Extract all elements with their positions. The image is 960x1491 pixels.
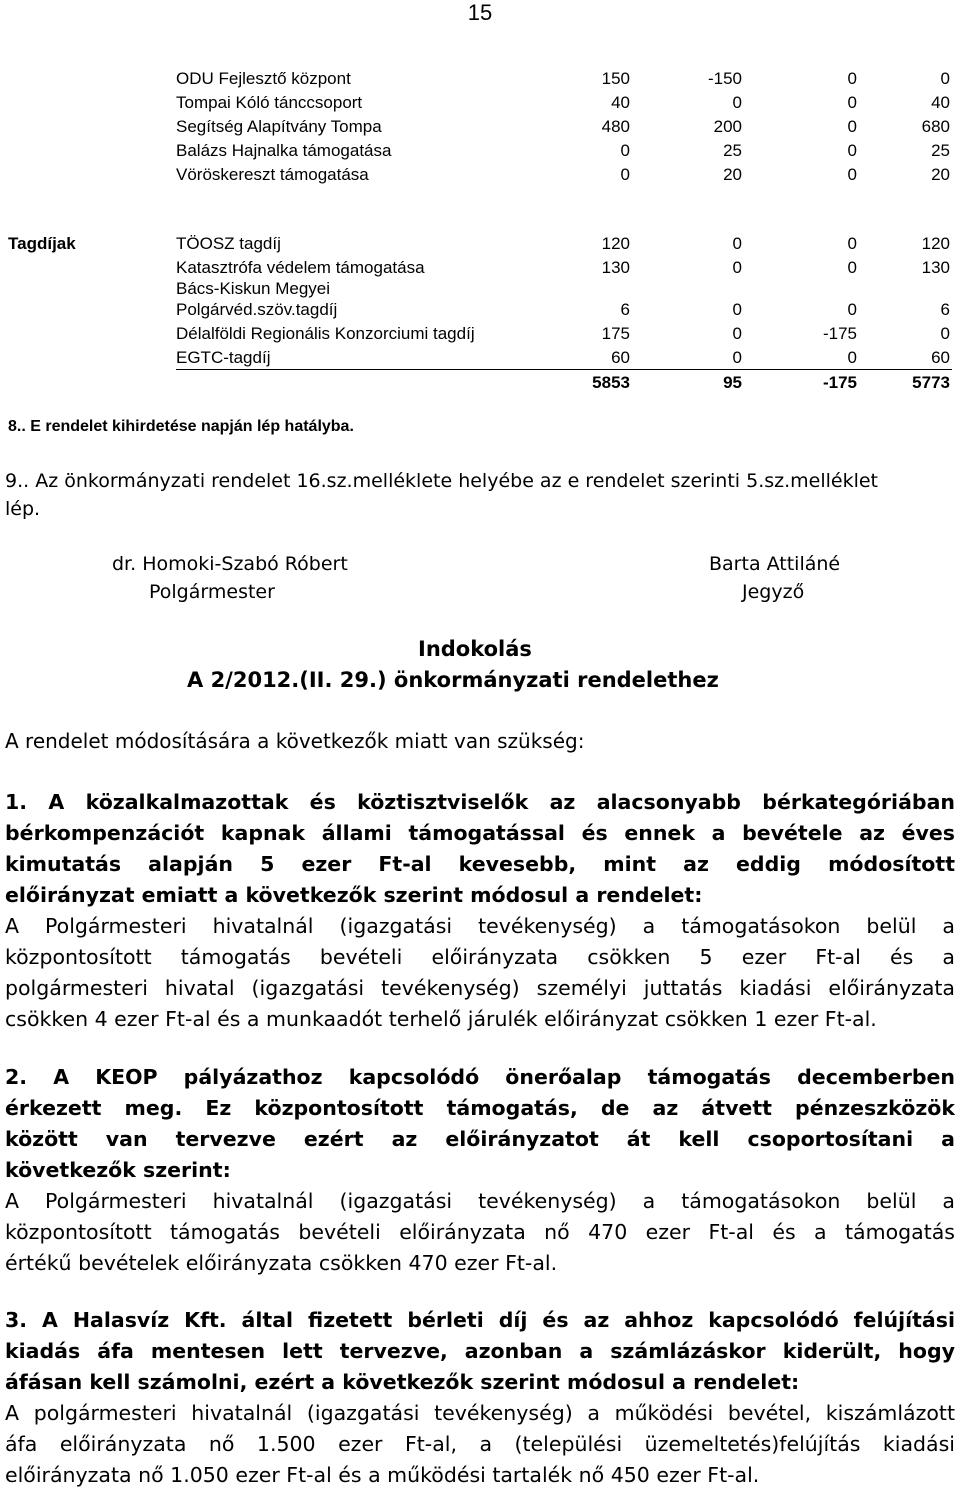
section-9-line-1: 9.. Az önkormányzati rendelet 16.sz.melléklete helyébe az e rendelet szerinti 5.sz.melléklet [5,470,879,492]
table-total-row [0,373,960,395]
item-3 [5,1305,955,1491]
bold-text-line: előirányzat emiatt a következők szerint módosul a rendelet: [5,883,703,907]
row-value-4: 25 [931,141,950,160]
row-value-2: 25 [723,141,742,160]
text-line: értékű bevételek előirányzata csökken 470 ezer Ft-al. [5,1251,558,1275]
row-value-1: 5853 [592,373,630,392]
bold-text-line: között van tervezve ezért az előirányzatot át kell csoportosítani a [5,1127,955,1151]
text-line: központosított támogatás bevételi előirányzata nő 470 ezer Ft-al és a támogatás [5,1220,955,1244]
row-value-4: 120 [921,234,950,253]
table-row [0,165,960,187]
row-label: Katasztrófa védelem támogatása [176,258,425,277]
item-2 [5,1062,955,1279]
row-value-1: 150 [601,69,630,88]
bold-text-line: kimutatás alapján 5 ezer Ft-al kevesebb, mint az eddig módosított [5,852,955,876]
row-value-1: 120 [601,234,630,253]
text-line: A polgármesteri hivatalnál (igazgatási tevékenység) a működési bevétel, kiszámlázott [5,1401,955,1425]
row-value-2: -150 [707,69,742,88]
row-label: Bács-Kiskun Megyei [176,279,331,298]
row-value-3: 0 [847,69,857,88]
table-total-divider [176,369,952,370]
bold-text-line: 1. A közalkalmazottak és köztisztviselők az alacsonyabb bérkategóriában [5,790,955,814]
row-value-3: 0 [847,234,857,253]
row-label: EGTC-tagdíj [176,348,271,367]
row-value-3: -175 [822,373,857,392]
mayor-title: Polgármester [149,581,275,603]
text-line: központosított támogatás bevételi előirányzata csökken 5 ezer Ft-al és a [5,945,955,969]
row-value-1: 0 [620,141,630,160]
text-line: polgármesteri hivatal (igazgatási tevékenység) személyi juttatás kiadási előirányzata [5,976,955,1000]
row-label: Segítség Alapítvány Tompa [176,117,382,136]
row-value-2: 0 [732,348,742,367]
row-value-1: 60 [611,348,630,367]
item-1 [5,787,955,1035]
row-label: TÖOSZ tagdíj [176,234,281,253]
mayor-name: dr. Homoki-Szabó Róbert [112,553,348,575]
row-value-4: 0 [940,69,950,88]
row-value-3: 0 [847,348,857,367]
table-row [0,93,960,115]
row-value-1: 480 [601,117,630,136]
row-value-1: 40 [611,93,630,112]
table-row [0,69,960,91]
row-value-2: 95 [723,373,742,392]
text-line: előirányzata nő 1.050 ezer Ft-al és a működési tartalék nő 450 ezer Ft-al. [5,1463,760,1487]
row-value-1: 130 [601,258,630,277]
table-row [0,141,960,163]
row-value-4: 20 [931,165,950,184]
bold-text-line: érkezett meg. Ez központosított támogatás, de az átvett pénzeszközök [5,1096,955,1120]
row-category: Tagdíjak [8,234,76,253]
notary-name: Barta Attiláné [709,553,841,575]
row-value-3: -175 [822,324,857,343]
table-row [0,348,960,370]
section-9-line-2: lép. [5,498,41,520]
table-row [0,234,960,256]
justification-heading: Indokolás [418,637,532,661]
row-label: Polgárvéd.szöv.tagdíj [176,300,338,319]
row-value-3: 0 [847,117,857,136]
row-value-3: 0 [847,93,857,112]
bold-text-line: bérkompenzációt kapnak állami támogatással és ennek a bevétele az éves [5,821,955,845]
section-8-text: 8.. E rendelet kihirdetése napján lép hatályba. [8,418,354,435]
row-value-4: 680 [921,117,950,136]
bold-text-line: 2. A KEOP pályázathoz kapcsolódó önerőalap támogatás decemberben [5,1065,955,1089]
row-value-1: 6 [620,300,630,319]
bold-text-line: áfásan kell számolni, ezért a következők szerint módosul a rendelet: [5,1370,800,1394]
row-value-4: 130 [921,258,950,277]
table-row [0,258,960,280]
justification-subheading: A 2/2012.(II. 29.) önkormányzati rendelethez [187,668,719,692]
row-value-2: 200 [713,117,742,136]
notary-title: Jegyző [742,581,805,603]
row-value-4: 5773 [912,373,950,392]
row-label: Délalföldi Regionális Konzorciumi tagdíj [176,324,475,343]
text-line: csökken 4 ezer Ft-al és a munkaadót terhelő járulék előirányzat csökken 1 ezer Ft-al. [5,1007,877,1031]
row-value-3: 0 [847,165,857,184]
bold-text-line: 3. A Halasvíz Kft. által fizetett bérleti díj és az ahhoz kapcsolódó felújítási [5,1308,955,1332]
bold-text-line: következők szerint: [5,1158,231,1182]
row-value-2: 20 [723,165,742,184]
row-value-3: 0 [847,141,857,160]
text-line: A Polgármesteri hivatalnál (igazgatási tevékenység) a támogatásokon belül a [5,1189,955,1213]
row-value-4: 40 [931,93,950,112]
row-value-2: 0 [732,324,742,343]
table-row [0,300,960,322]
text-line: áfa előirányzata nő 1.500 ezer Ft-al, a (települési üzemeltetés)felújítás kiadási [5,1432,955,1456]
text-line: A Polgármesteri hivatalnál (igazgatási tevékenység) a támogatásokon belül a [5,914,955,938]
row-value-2: 0 [732,300,742,319]
row-label: Balázs Hajnalka támogatása [176,141,392,160]
table-row [0,324,960,346]
row-value-3: 0 [847,300,857,319]
row-value-3: 0 [847,258,857,277]
page-number: 15 [467,0,493,25]
row-value-2: 0 [732,258,742,277]
row-value-2: 0 [732,93,742,112]
row-value-1: 0 [620,165,630,184]
bold-text-line: kiadás áfa mentesen lett tervezve, azonban a számlázáskor kiderült, hogy [5,1339,955,1363]
row-value-4: 60 [931,348,950,367]
table-row [0,117,960,139]
row-value-4: 0 [940,324,950,343]
row-label: Tompai Kóló tánccsoport [176,93,363,112]
row-value-4: 6 [940,300,950,319]
row-value-1: 175 [601,324,630,343]
row-value-2: 0 [732,234,742,253]
row-label: Vöröskereszt támogatása [176,165,369,184]
justification-intro: A rendelet módosítására a következők miatt van szükség: [5,729,585,753]
row-label: ODU Fejlesztő központ [176,69,351,88]
table-row [0,279,960,301]
